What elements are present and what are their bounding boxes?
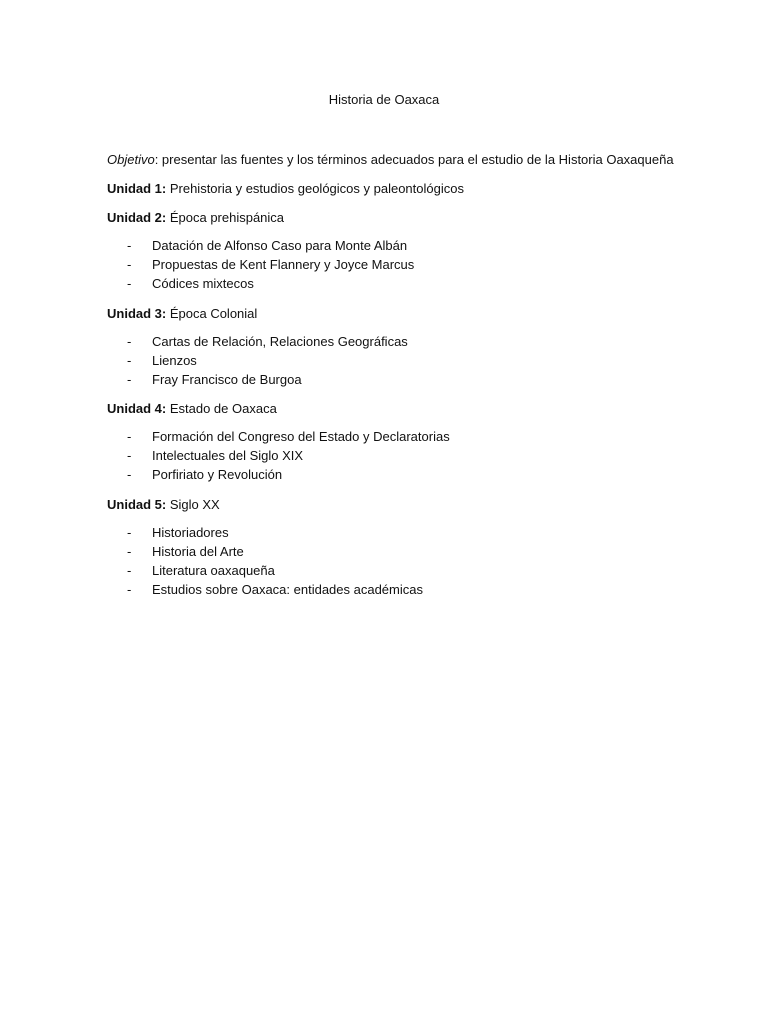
bullet-dash: - bbox=[127, 276, 132, 291]
bullet-dash: - bbox=[127, 257, 132, 272]
list-item-text: Lienzos bbox=[152, 353, 197, 368]
list-item-text: Propuestas de Kent Flannery y Joyce Marcus bbox=[152, 257, 415, 272]
bullet-dash: - bbox=[127, 238, 132, 253]
list-item-text: Cartas de Relación, Relaciones Geográficas bbox=[152, 334, 408, 349]
objective-label: Objetivo bbox=[107, 152, 155, 167]
list-item-text: Literatura oaxaqueña bbox=[152, 563, 275, 578]
objective-text: : presentar las fuentes y los términos adecuados para el estudio de la Historia Oaxaqueña bbox=[154, 152, 674, 167]
bullet-dash: - bbox=[127, 582, 132, 597]
unit-3-title: Época Colonial bbox=[166, 306, 258, 321]
list-item bbox=[127, 255, 687, 274]
list-item-text: Historia del Arte bbox=[152, 544, 244, 559]
list-item bbox=[127, 370, 687, 389]
list-item-text: Datación de Alfonso Caso para Monte Albán bbox=[152, 238, 408, 253]
bullet-dash: - bbox=[127, 353, 132, 368]
unit-1-title: Prehistoria y estudios geológicos y paleontológicos bbox=[166, 181, 464, 196]
unit-2-list bbox=[127, 236, 687, 293]
unit-5-heading bbox=[107, 496, 727, 514]
unit-5-title: Siglo XX bbox=[166, 497, 220, 512]
list-item bbox=[127, 236, 687, 255]
document-title: Historia de Oaxaca bbox=[328, 92, 440, 107]
unit-2-heading bbox=[107, 209, 727, 227]
bullet-dash: - bbox=[127, 544, 132, 559]
list-item-text: Códices mixtecos bbox=[152, 276, 254, 291]
list-item-text: Intelectuales del Siglo XIX bbox=[152, 448, 304, 463]
unit-4-heading bbox=[107, 400, 727, 418]
bullet-dash: - bbox=[127, 429, 132, 444]
list-item bbox=[127, 351, 687, 370]
list-item bbox=[127, 542, 687, 561]
list-item-text: Estudios sobre Oaxaca: entidades académicas bbox=[152, 582, 423, 597]
unit-3-label: Unidad 3: bbox=[107, 306, 167, 321]
unit-5-list bbox=[127, 523, 687, 599]
bullet-dash: - bbox=[127, 334, 132, 349]
unit-1-heading bbox=[107, 180, 727, 198]
list-item bbox=[127, 446, 687, 465]
unit-4-list bbox=[127, 427, 687, 484]
list-item bbox=[127, 465, 687, 484]
unit-3-heading bbox=[107, 305, 727, 323]
list-item bbox=[127, 580, 687, 599]
bullet-dash: - bbox=[127, 563, 132, 578]
unit-1-label: Unidad 1: bbox=[107, 181, 167, 196]
unit-3-list bbox=[127, 332, 687, 389]
unit-2-label: Unidad 2: bbox=[107, 210, 167, 225]
unit-4-title: Estado de Oaxaca bbox=[166, 401, 277, 416]
list-item bbox=[127, 427, 687, 446]
list-item-text: Porfiriato y Revolución bbox=[152, 467, 283, 482]
bullet-dash: - bbox=[127, 372, 132, 387]
list-item bbox=[127, 561, 687, 580]
list-item-text: Fray Francisco de Burgoa bbox=[152, 372, 302, 387]
list-item-text: Formación del Congreso del Estado y Declaratorias bbox=[152, 429, 450, 444]
list-item bbox=[127, 274, 687, 293]
list-item bbox=[127, 523, 687, 542]
unit-5-label: Unidad 5: bbox=[107, 497, 167, 512]
bullet-dash: - bbox=[127, 525, 132, 540]
unit-4-label: Unidad 4: bbox=[107, 401, 167, 416]
unit-2-title: Época prehispánica bbox=[166, 210, 285, 225]
list-item-text: Historiadores bbox=[152, 525, 229, 540]
list-item bbox=[127, 332, 687, 351]
objective-paragraph bbox=[107, 151, 727, 169]
bullet-dash: - bbox=[127, 467, 132, 482]
bullet-dash: - bbox=[127, 448, 132, 463]
